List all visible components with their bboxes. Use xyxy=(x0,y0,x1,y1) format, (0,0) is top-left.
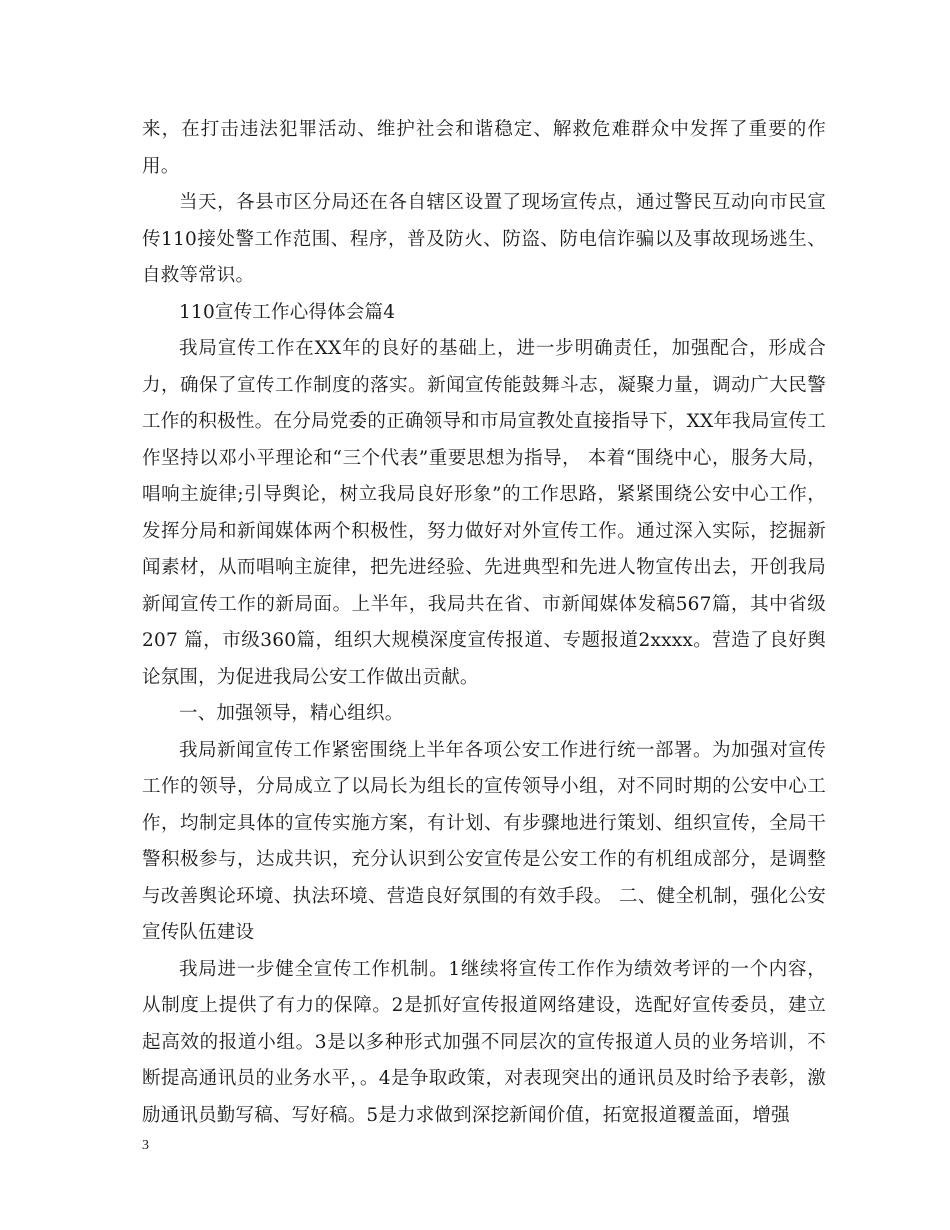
document-body xyxy=(142,112,826,1134)
paragraph-4: 我局宣传工作在XX年的良好的基础上，进一步明确责任，加强配合，形成合力，确保了宣传工作制度的落实。新闻宣传能鼓舞斗志，凝聚力量，调动广大民警工作的积极性。在分局党委的正确领导和市局宣教处直接指导下，XX年我局宣传工作坚持以邓小平理论和“三个代表”重要思想为指导， 本着“围绕中心，服务大局，唱响主旋律;引导舆论，树立我局良好形象”的工作思路，紧紧围绕公安中心工作，发挥分局和新闻媒体两个积极性，努力做好对外宣传工作。通过深入实际，挖掘新闻素材，从而唱响主旋律，把先进经验、先进典型和先进人物宣传出去，开创我局新闻宣传工作的新局面。上半年，我局共在省、市新闻媒体发稿567篇，其中省级 207 篇，市级360篇，组织大规模深度宣传报道、专题报道2xxxx。营造了良好舆论氛围，为促进我局公安工作做出贡献。 xyxy=(142,338,826,688)
page-number: 3 xyxy=(142,1138,149,1153)
paragraph-6: 我局新闻宣传工作紧密围绕上半年各项公安工作进行统一部署。为加强对宣传工作的领导，分局成立了以局长为组长的宣传领导小组，对不同时期的公安中心工作，均制定具体的宣传实施方案，有计划、有步骤地进行策划、组织宣传，全局干警积极参与，达成共识，充分认识到公安宣传是公安工作的有机组成部分，是调整与改善舆论环境、执法环境、营造良好氛围的有效手段。 二、健全机制，强化公安宣传队伍建设 xyxy=(142,739,826,943)
section-heading: 110宣传工作心得体会篇4 xyxy=(179,301,396,323)
subheading-strengthen-leadership: 一、加强领导，精心组织。 xyxy=(179,703,404,724)
paragraph-1: 来，在打击违法犯罪活动、维护社会和谐稳定、解救危难群众中发挥了重要的作用。 xyxy=(142,119,826,177)
paragraph-2: 当天，各县市区分局还在各自辖区设置了现场宣传点，通过警民互动向市民宣传110接处警工作范围、程序，普及防火、防盗、防电信诈骗以及事故现场逃生、自救等常识。 xyxy=(142,192,826,286)
paragraph-7: 我局进一步健全宣传工作机制。1继续将宣传工作作为绩效考评的一个内容，从制度上提供了有力的保障。2是抓好宣传报道网络建设，选配好宣传委员，建立起高效的报道小组。3是以多种形式加强不同层次的宣传报道人员的业务培训，不断提高通讯员的业务水平，。4是争取政策，对表现突出的通讯员及时给予表彰，激励通讯员勤写稿、写好稿。5是力求做到深挖新闻价值，拓宽报道覆盖面，增强 xyxy=(142,958,826,1126)
